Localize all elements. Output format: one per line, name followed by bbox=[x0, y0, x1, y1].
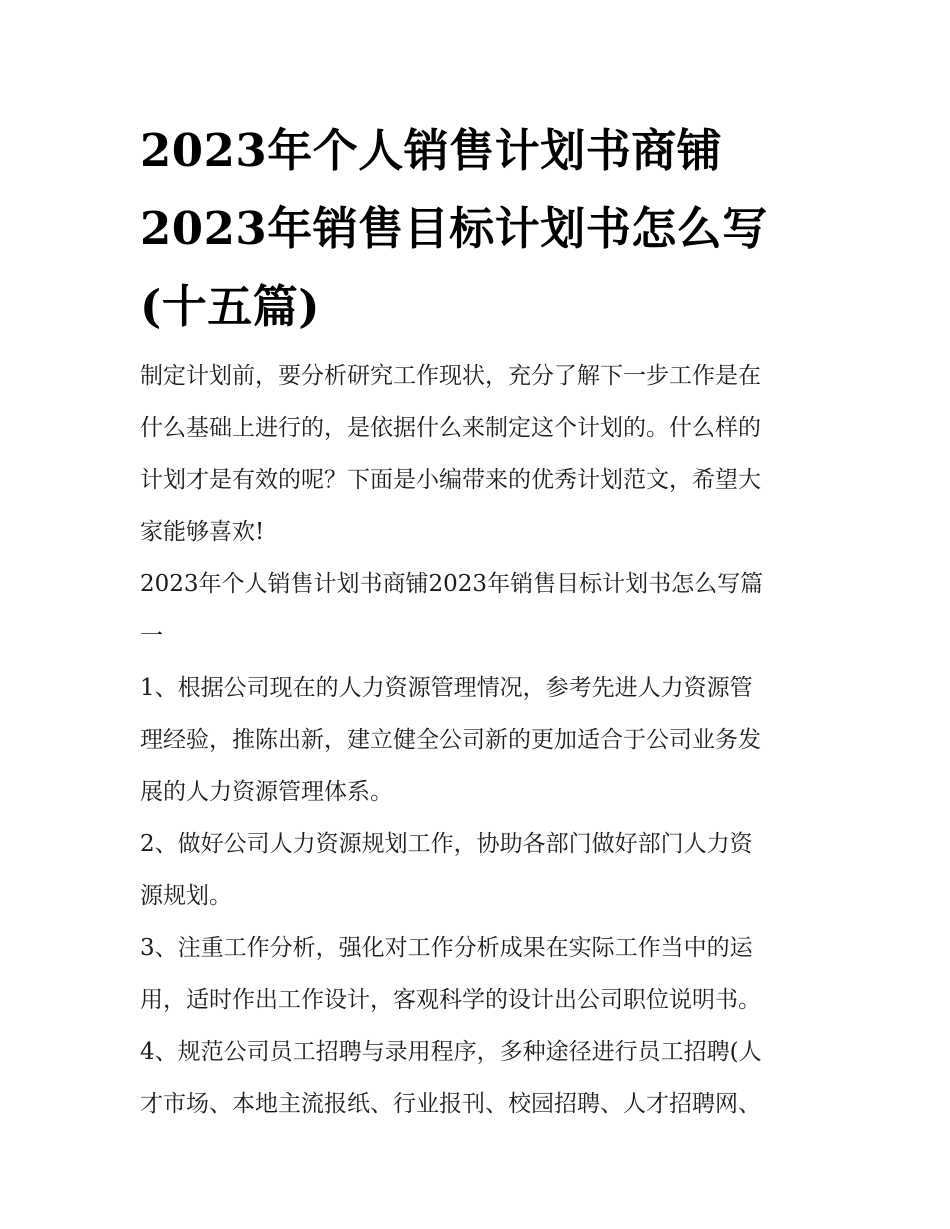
list-item-4 bbox=[140, 1026, 812, 1130]
text-line: 理经验，推陈出新，建立健全公司新的更加适合于公司业务发 bbox=[140, 727, 761, 753]
text-line: 2023年个人销售计划书商铺2023年销售目标计划书怎么写篇 bbox=[140, 571, 764, 597]
intro-paragraph bbox=[140, 350, 812, 558]
text-line: 3、注重工作分析，强化对工作分析成果在实际工作当中的运 bbox=[140, 935, 753, 961]
document-page bbox=[140, 112, 812, 1130]
list-item-2 bbox=[140, 818, 812, 922]
text-line: 家能够喜欢! bbox=[140, 519, 265, 545]
text-line: 2、做好公司人力资源规划工作，协助各部门做好部门人力资 bbox=[140, 831, 753, 857]
document-title bbox=[140, 112, 812, 346]
text-line: 用，适时作出工作设计，客观科学的设计出公司职位说明书。 bbox=[140, 987, 761, 1013]
list-item-1 bbox=[140, 662, 812, 818]
document-body bbox=[140, 350, 812, 1130]
text-line: 展的人力资源管理体系。 bbox=[140, 779, 393, 805]
text-line: 4、规范公司员工招聘与录用程序，多种途径进行员工招聘(人 bbox=[140, 1039, 762, 1065]
text-line: 才市场、本地主流报纸、行业报刊、校园招聘、人才招聘网、 bbox=[140, 1091, 761, 1117]
title-line: 2023年个人销售计划书商铺 bbox=[140, 124, 723, 177]
title-line: (十五篇) bbox=[140, 280, 321, 333]
section-heading bbox=[140, 558, 812, 662]
text-line: 制定计划前，要分析研究工作现状，充分了解下一步工作是在 bbox=[140, 363, 761, 389]
list-item-3 bbox=[140, 922, 812, 1026]
text-line: 什么基础上进行的，是依据什么来制定这个计划的。什么样的 bbox=[140, 415, 761, 441]
text-line: 一 bbox=[140, 623, 163, 649]
title-line: 2023年销售目标计划书怎么写 bbox=[140, 202, 768, 255]
text-line: 源规划。 bbox=[140, 883, 232, 909]
text-line: 计划才是有效的呢？下面是小编带来的优秀计划范文，希望大 bbox=[140, 467, 761, 493]
text-line: 1、根据公司现在的人力资源管理情况，参考先进人力资源管 bbox=[140, 675, 753, 701]
